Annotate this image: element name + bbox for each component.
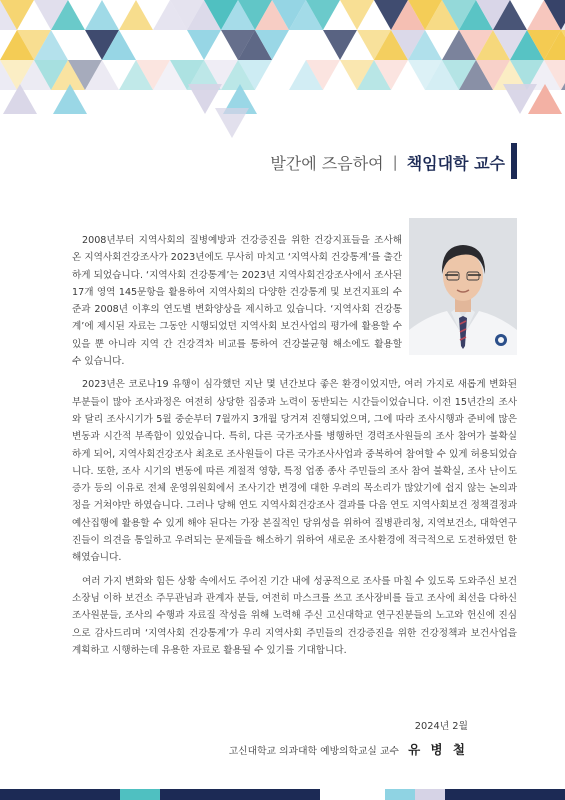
decor-triangle bbox=[215, 108, 249, 138]
paragraph-3: 여러 가지 변화와 힘든 상황 속에서도 주어진 기간 내에 성공적으로 조사를 마칠 수 있도록 도와주신 보건소장님 이하 보건소 주무관님과 관계자 분들, 여전히 마스크를 쓰고 조사장비를 들고 조사에 최선을 다하신 조사원분들, 조사의 수행과 자료질 작성을 위해 노력해 주신 고신대학교 연구진분들의 노고와 헌신에 진심으로 감사드리며 ‘지역사회 건강통계’가 우리 지역사회 주민들의 건강증진을 위한 건강정책과 보건사업을 계획하고 시행하는데 유용한 자료로 활용될 수 있기를 기대합니다. bbox=[72, 575, 517, 656]
triangle-pattern-header bbox=[0, 0, 565, 140]
signature-name: 유 병 철 bbox=[408, 742, 468, 757]
paragraph-2: 2023년은 코로나19 유행이 심각했던 지난 몇 년간보다 좋은 환경이었지만, 여러 가지로 새롭게 변화된 부분들이 많아 조사과정은 여전히 상당한 집중과 노력이 동반되는 시간들이었습니다. 이전 15년간의 조사와 달리 조사시기가 5월 중순부터 7월까지 3개월 당겨져 진행되었으며, 그에 따라 조사시행과 준비에 많은 변동과 시간적 부족함이 있었습니다. 특히, 다른 국가조사를 병행하던 경력조사원들의 조사 참여가 불확실하게 되어, 지역사회건강조사 최초로 조사원들이 다른 국가조사사업과 중복하여 참여할 수 있게 허용되었습니다. 또한, 조사 시기의 변동에 따른 계절적 영향, 특정 업종 종사 주민들의 조사 참여 불확실, 조사 난이도 증가 등의 이유로 전체 운영위원회에서 조사기간 변경에 대한 우려의 목소리가 많았기에 쉽지 않는 논의과정을 거쳐야만 하였습니다. 그러나 당해 연도 지역사회건강조사 결과를 다음 연도 지역사회보건 정책결정과 예산집행에 활용할 수 있게 해야 된다는 가장 본질적인 당위성을 위하여 질병관리청, 지역보건소, 대학연구진들이 의견을 통일하고 우려되는 문제들을 해소하기 위하여 새로운 조사환경에 적극적으로 도전하였던 한 해였습니다. bbox=[72, 379, 517, 564]
decor-triangle bbox=[119, 0, 153, 30]
professor-portrait bbox=[409, 218, 517, 355]
decor-triangle bbox=[187, 30, 221, 60]
decor-triangle bbox=[323, 30, 357, 60]
decor-triangle bbox=[340, 0, 374, 30]
publication-date: 2024년 2월 bbox=[414, 721, 468, 732]
signature-affiliation: 고신대학교 의과대학 예방의학교실 교수 bbox=[228, 746, 399, 757]
signature-line bbox=[229, 740, 468, 758]
heading-title: 책임대학 교수 bbox=[406, 153, 505, 173]
heading-separator: | bbox=[392, 153, 398, 171]
foreword-body bbox=[72, 232, 517, 665]
heading-accent-bar bbox=[511, 143, 517, 179]
footer-color-band bbox=[0, 789, 565, 800]
heading-prefix: 발간에 즈음하여 bbox=[270, 153, 384, 173]
paragraph-1: 2008년부터 지역사회의 질병예방과 건강증진을 위한 건강지표들을 조사해온 지역사회건강조사가 2023년에도 무사히 마치고 ‘지역사회 건강통계’를 출간하게 되었습니다. ‘지역사회 건강통계’는 2023년 지역사회건강조사에서 조사된 17개 영역 145문항을 활용하여 지역사회의 다양한 건강통계 및 보건지표의 수준과 2008년 이후의 연도별 변화양상을 제시하고 있습니다. ‘지역사회 건강통계’에 제시된 자료는 그동안 시행되었던 지역사회 보건사업의 평가에 활용할 수 있을 뿐 아니라 지역 간 건강격차 비교를 통하여 건강불균형 해소에도 활용할 수 있습니다. bbox=[72, 235, 402, 368]
decor-triangle bbox=[85, 0, 119, 30]
page-heading bbox=[270, 150, 505, 174]
